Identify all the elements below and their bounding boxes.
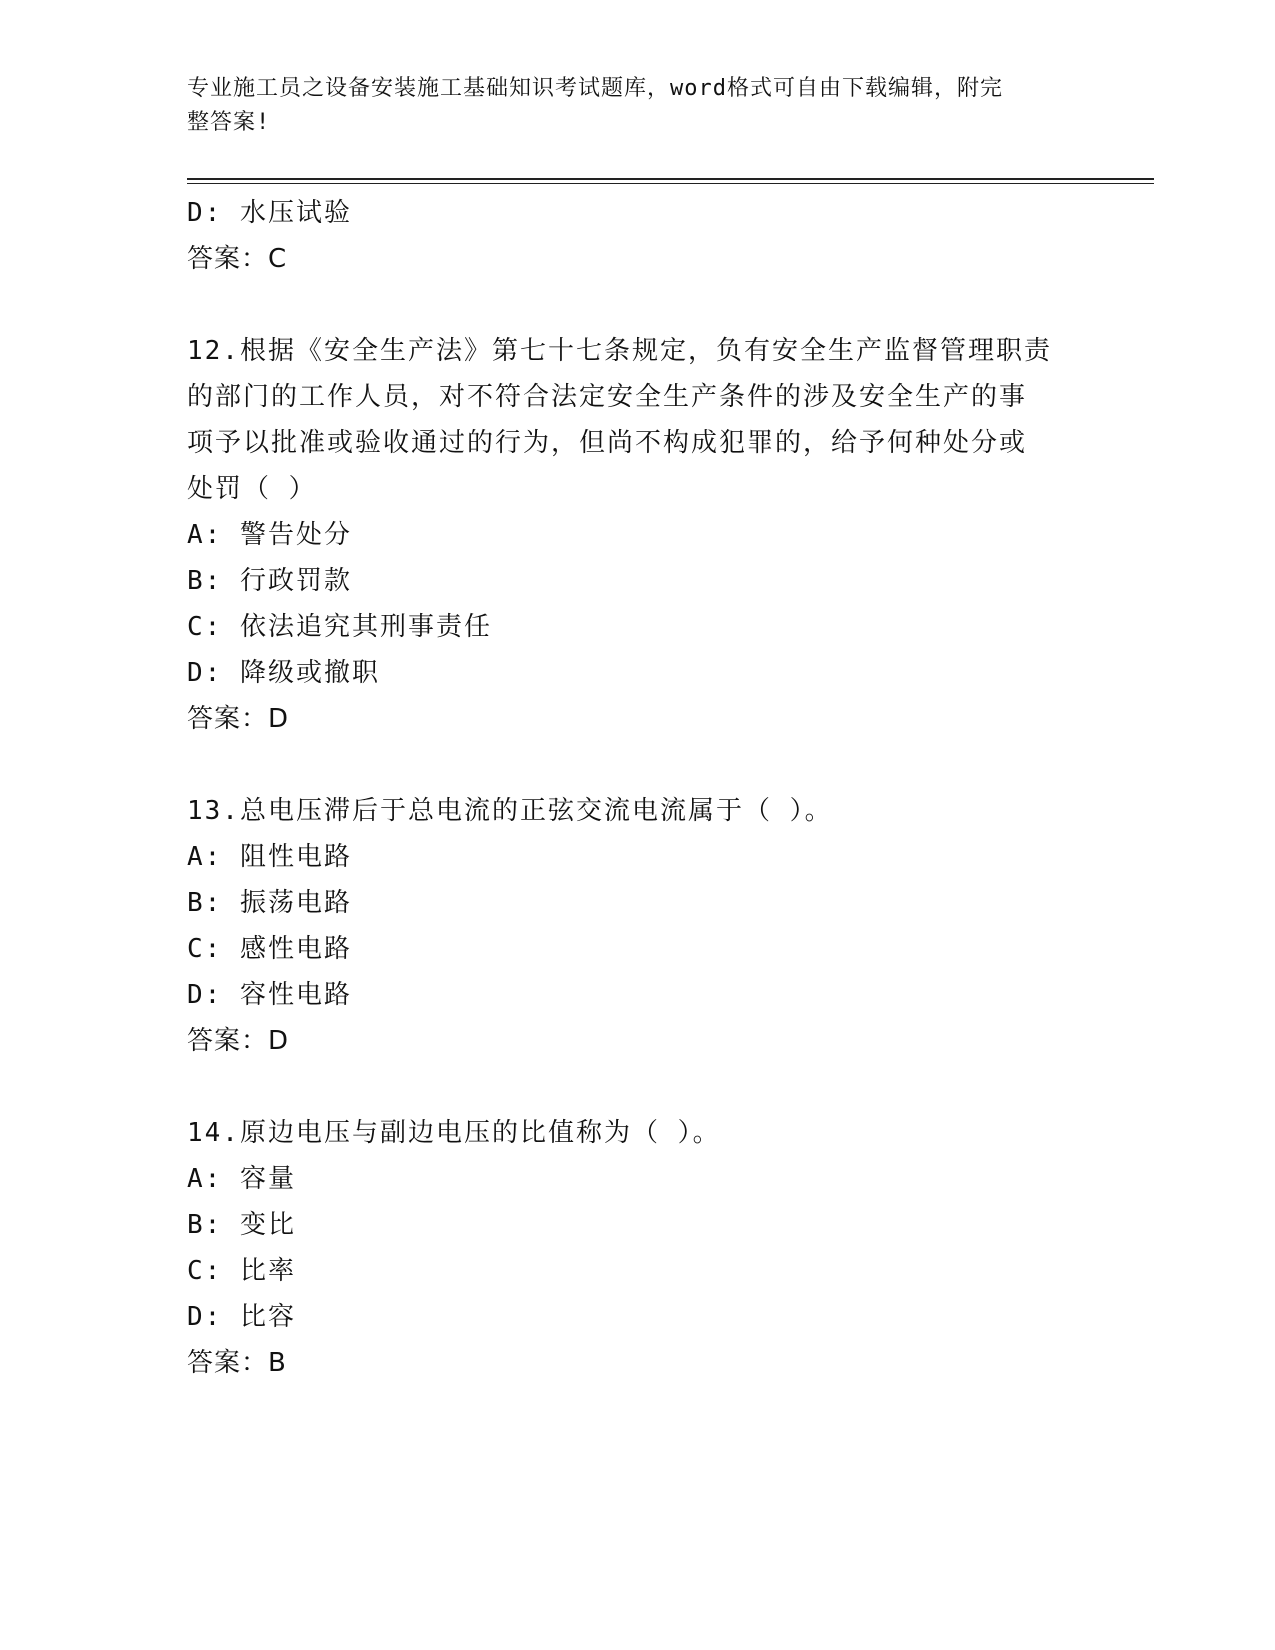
question-block xyxy=(187,788,1087,1064)
question-block xyxy=(187,328,1087,742)
option-a: A: 阻性电路 xyxy=(187,842,352,872)
spacer xyxy=(187,282,1087,328)
option-b: B: 振荡电路 xyxy=(187,888,352,918)
header-line-1: 专业施工员之设备安装施工基础知识考试题库，word格式可自由下载编辑，附完 xyxy=(187,76,1003,101)
answer-line: 答案：B xyxy=(187,1348,287,1378)
option-c: C: 依法追究其刑事责任 xyxy=(187,612,492,642)
question-text-line: 12.根据《安全生产法》第七十七条规定，负有安全生产监督管理职责 xyxy=(187,336,1052,366)
document-header xyxy=(187,72,1067,140)
option-d: D: 比容 xyxy=(187,1302,296,1332)
header-line-2: 整答案! xyxy=(187,110,271,135)
header-divider-thick xyxy=(187,178,1154,180)
option-d: D: 水压试验 xyxy=(187,198,352,228)
option-c: C: 比率 xyxy=(187,1256,296,1286)
option-b: B: 变比 xyxy=(187,1210,296,1240)
answer-line: 答案：C xyxy=(187,244,288,274)
question-text-line: 13.总电压滞后于总电流的正弦交流电流属于（ ）。 xyxy=(187,796,833,826)
question-text-line: 的部门的工作人员，对不符合法定安全生产条件的涉及安全生产的事 xyxy=(187,382,1028,412)
question-text-line: 处罚（ ） xyxy=(187,474,317,504)
option-d: D: 降级或撤职 xyxy=(187,658,380,688)
spacer xyxy=(187,742,1087,788)
spacer xyxy=(187,1064,1087,1110)
header-divider-thin xyxy=(187,183,1154,184)
answer-line: 答案：D xyxy=(187,704,290,734)
question-block xyxy=(187,1110,1087,1386)
question-list xyxy=(187,190,1087,1386)
option-b: B: 行政罚款 xyxy=(187,566,352,596)
option-a: A: 容量 xyxy=(187,1164,296,1194)
option-c: C: 感性电路 xyxy=(187,934,352,964)
option-d: D: 容性电路 xyxy=(187,980,352,1010)
question-text-line: 项予以批准或验收通过的行为，但尚不构成犯罪的，给予何种处分或 xyxy=(187,428,1028,458)
option-a: A: 警告处分 xyxy=(187,520,352,550)
answer-line: 答案：D xyxy=(187,1026,290,1056)
question-text-line: 14.原边电压与副边电压的比值称为（ ）。 xyxy=(187,1118,721,1148)
